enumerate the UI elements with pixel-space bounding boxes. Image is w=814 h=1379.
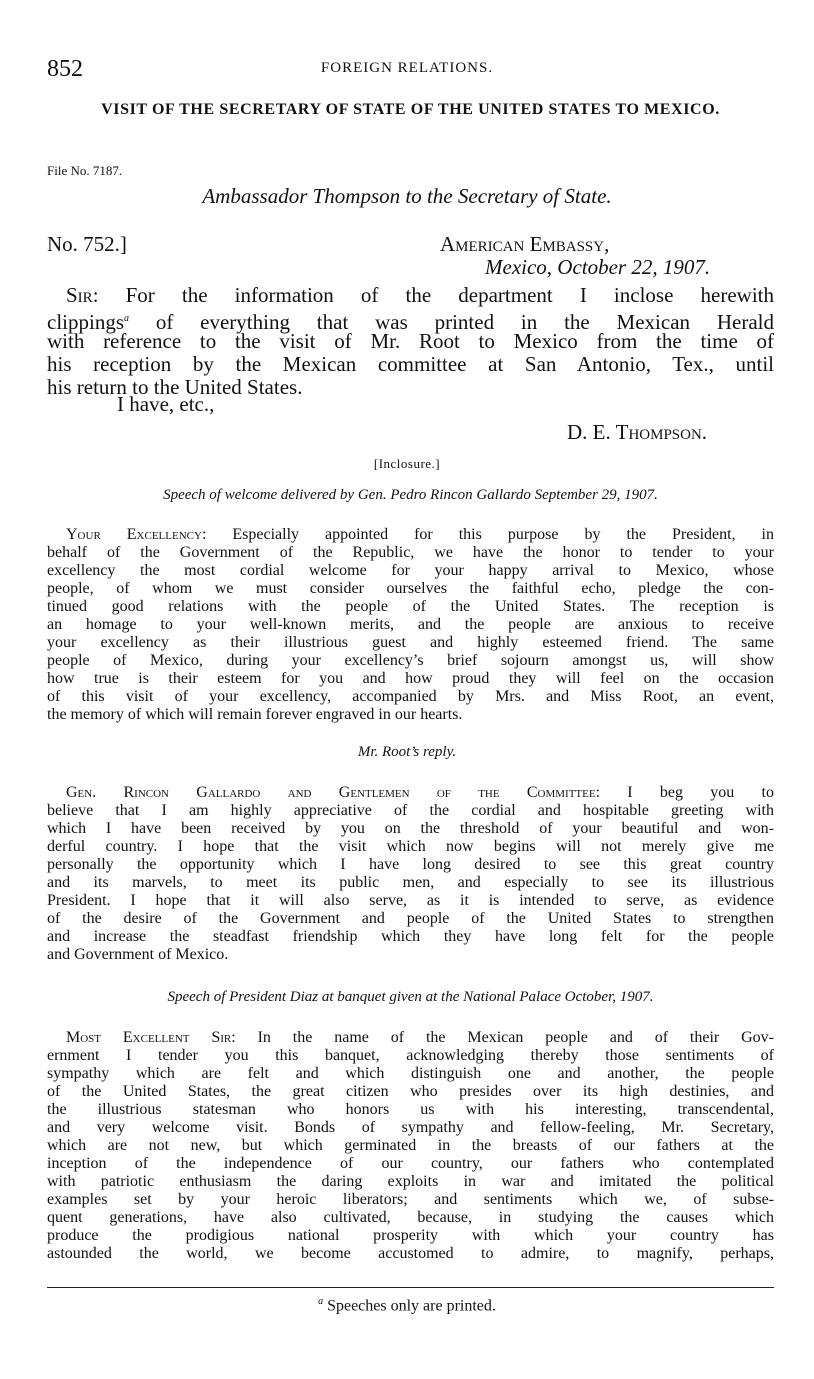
speech-line bbox=[47, 1029, 774, 1047]
speech-line: of the desire of the Government and people of the United States to strengthen bbox=[47, 910, 774, 927]
speech-line bbox=[47, 784, 774, 802]
speech-line-text: : Especially appointed for this purpose by the President, in bbox=[201, 526, 775, 543]
speech-line: which I have been received by you on the threshold of your beautiful and won- bbox=[47, 820, 774, 837]
letter-signature: D. E. Thompson. bbox=[567, 420, 708, 444]
speech-line: the illustrious statesman who honors us with his interesting, transcendental, bbox=[47, 1101, 774, 1118]
speech-line: personally the opportunity which I have long desired to see this great country bbox=[47, 856, 774, 873]
page-number: 852 bbox=[47, 56, 83, 82]
speech-address: Most Excellent Sir bbox=[66, 1029, 232, 1046]
article-title: VISIT OF THE SECRETARY OF STATE OF THE UNITED STATES TO MEXICO. bbox=[101, 101, 720, 118]
speech-line: produce the prodigious national prosperity with which your country has bbox=[47, 1227, 774, 1244]
speech-line: of the United States, the great citizen who presides over its high destinies, and bbox=[47, 1083, 774, 1100]
speech-line: people, of whom we must consider ourselves the faithful echo, pledge the con- bbox=[47, 580, 774, 597]
speech-heading: Speech of President Diaz at banquet given at the National Palace October, 1907. bbox=[167, 989, 654, 1005]
speech-line: believe that I am highly appreciative of the cordial and hospitable greeting with bbox=[47, 802, 774, 819]
letter-line-text: clippings bbox=[47, 310, 124, 334]
letter-embassy: American Embassy, bbox=[440, 232, 610, 256]
speech-line: examples set by your heroic liberators; and sentiments which we, of subse- bbox=[47, 1191, 774, 1208]
running-head: FOREIGN RELATIONS. bbox=[320, 60, 494, 76]
document-heading: Ambassador Thompson to the Secretary of State. bbox=[202, 184, 612, 208]
speech-line: tinued good relations with the people of the United States. The reception is bbox=[47, 598, 774, 615]
reply-heading: Mr. Root’s reply. bbox=[357, 744, 457, 760]
letter-line-text: : For the information of the department I inclose herewith bbox=[92, 283, 774, 307]
speech-line: behalf of the Government of the Republic, we have the honor to tender to your bbox=[47, 544, 774, 561]
speech-line: inception of the independence of our country, our fathers who contemplated bbox=[47, 1155, 774, 1172]
letter-line: his reception by the Mexican committee at San Antonio, Tex., until bbox=[47, 352, 774, 376]
speech-line: derful country. I hope that the visit which now begins will not merely give me bbox=[47, 838, 774, 855]
speech-line: and increase the steadfast friendship which they have long felt for the people bbox=[47, 928, 774, 945]
speech-line: and Government of Mexico. bbox=[47, 946, 229, 963]
letter-salutation: Sir bbox=[66, 283, 93, 307]
footnote-text: Speeches only are printed. bbox=[323, 1297, 496, 1315]
speech-line: with patriotic enthusiasm the daring exploits in war and imitated the political bbox=[47, 1173, 774, 1190]
speech-line-text: : I beg you to bbox=[595, 784, 775, 801]
speech-line: and its marvels, to meet its public men, and especially to see its illustrious bbox=[47, 874, 774, 891]
speech-line: your excellency as their illustrious guest and highly esteemed friend. The same bbox=[47, 634, 774, 651]
speech-line: and very welcome visit. Bonds of sympathy and fellow-feeling, Mr. Secretary, bbox=[47, 1119, 774, 1136]
speech-line: quent generations, have also cultivated, because, in studying the causes which bbox=[47, 1209, 774, 1226]
footnote bbox=[0, 1296, 814, 1315]
speech-line: sympathy which are felt and which distinguish one and another, the people bbox=[47, 1065, 774, 1082]
speech-line: excellency the most cordial welcome for your happy arrival to Mexico, whose bbox=[47, 562, 774, 579]
speech-line: ernment I tender you this banquet, acknowledging thereby those sentiments of bbox=[47, 1047, 774, 1064]
letter-line: with reference to the visit of Mr. Root to Mexico from the time of bbox=[47, 329, 774, 353]
speech-line: the memory of which will remain forever engraved in our hearts. bbox=[47, 706, 463, 723]
speech-line: people of Mexico, during your excellency’s brief sojourn amongst us, will show bbox=[47, 652, 774, 669]
speech-heading: Speech of welcome delivered by Gen. Pedro Rincon Gallardo September 29, 1907. bbox=[163, 487, 658, 503]
footnote-divider bbox=[47, 1287, 774, 1288]
letter-line: his return to the United States. bbox=[47, 375, 303, 399]
letter-dateline: Mexico, October 22, 1907. bbox=[485, 255, 711, 279]
speech-line: which are not new, but which germinated in the breasts of our fathers at the bbox=[47, 1137, 774, 1154]
speech-line: President. I hope that it will also serve, as it is intended to serve, as evidence bbox=[47, 892, 774, 909]
speech-address: Your Excellency bbox=[66, 526, 202, 543]
inclosure-label: [Inclosure.] bbox=[373, 456, 441, 471]
speech-line: of this visit of your excellency, accompanied by Mrs. and Miss Root, an event, bbox=[47, 688, 774, 705]
file-number: File No. 7187. bbox=[47, 163, 123, 178]
footnote-marker: a bbox=[124, 313, 129, 324]
speech-line-text: : In the name of the Mexican people and of their Gov- bbox=[231, 1029, 775, 1046]
letter-closing: I have, etc., bbox=[117, 392, 215, 416]
speech-line: an homage to your well-known merits, and the people are anxious to receive bbox=[47, 616, 774, 633]
speech-line bbox=[47, 526, 774, 544]
speech-line: astounded the world, we become accustomed to admire, to magnify, perhaps, bbox=[47, 1245, 774, 1262]
reply-address: Gen. Rincon Gallardo and Gentlemen of the Committee bbox=[66, 784, 596, 801]
footnote-marker: a bbox=[318, 1296, 324, 1307]
letter-line-text: of everything that was printed in the Mexican Herald bbox=[129, 310, 774, 334]
letter-number: No. 752.] bbox=[47, 232, 127, 256]
speech-line: how true is their esteem for you and how proud they will feel on the occasion bbox=[47, 670, 774, 687]
letter-line bbox=[47, 284, 774, 307]
